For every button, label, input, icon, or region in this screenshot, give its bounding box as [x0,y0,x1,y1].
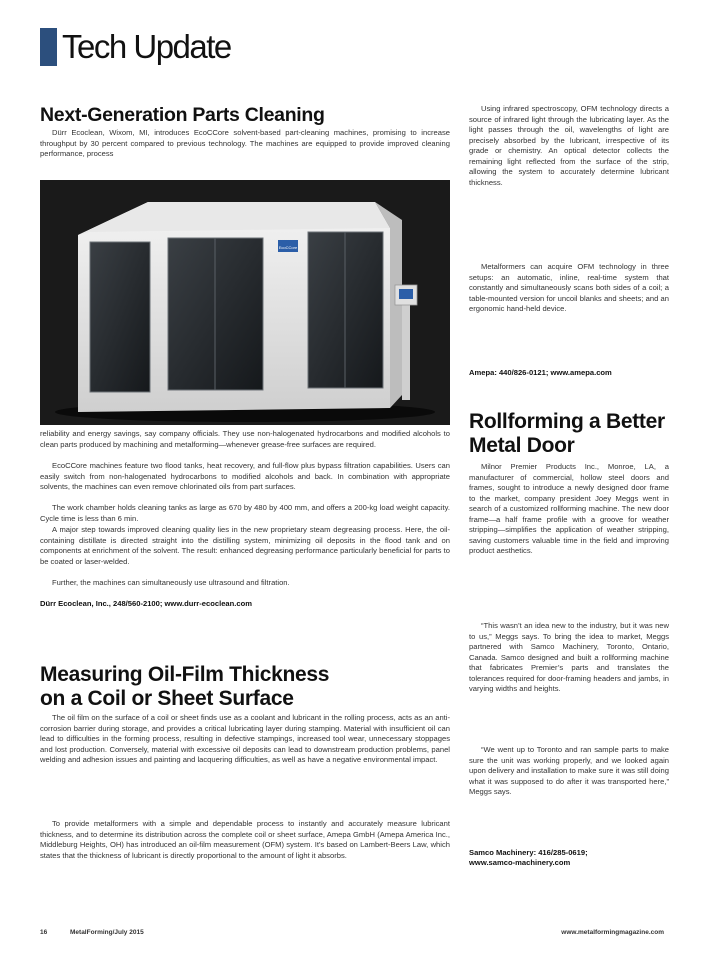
machine-label: EcoCCore [278,245,298,250]
article-paragraph: reliability and energy savings, say company officials. They use non-halogenated hydrocarbons and modified alcohols to clean parts produced by machining and metalforming—whenever grease-free surfaces are required. [40,429,450,449]
contact-line: Dürr Ecoclean, Inc., 248/560-2100; www.durr-ecoclean.com [40,599,253,608]
contact-url: www.samco-machinery.com [469,858,571,867]
article-paragraph: “This wasn’t an idea new to the industry, but it was new to us,” Meggs says. To bring the idea to market, Meggs partnered with Samco Machinery, Toronto, Ontario, Canada. Samco designed and built a rollforming machine that fabricates Premier’s parts and translates the tolerances required for door-framing headers and jambs, in varying widths and heights. [469,621,669,693]
product-photo [40,180,450,425]
article-paragraph: Milnor Premier Products Inc., Monroe, LA, a manufacturer of commercial, hollow steel doors and frames, sought to introduce a newly designed door frame to the market, company president Joey Meggs went in search of a customized rollforming machine. The new door frame—a half frame profile with a groove for weather stripping—simplifies the application of weather stripping, saving customers valuable time in the field and improving product aesthetics. [469,462,669,555]
contact-line: Samco Machinery: 416/285-0619; [469,848,588,857]
article-paragraph: To provide metalformers with a simple and dependable process to instantly and accurately measure lubricant thickness, and to determine its distribution across the complete coil or sheet surface, Amepa GmbH (Amepa America Inc., Middleburg Heights, OH) has introduced an oil-film measurement (OFM) system. It's based on Lambert-Beers Law, which states that the thickness of lubricant is directly proportional to the amount of light it absorbs. [40,819,450,860]
article-title-oil-film: Measuring Oil-Film Thickness on a Coil or Sheet Surface [40,663,330,710]
article-paragraph: Using infrared spectroscopy, OFM technology directs a source of infrared light through the lubricating layer. As the light passes through the oil, wavelengths of light are precisely absorbed by the lubricant, irrespective of its grade or chemistry. An optical detector collects the remaining light reflected from the surface of the strip, allowing the system to accurately determine lubricant thickness. [469,104,669,187]
article-paragraph: The work chamber holds cleaning tanks as large as 670 by 480 by 400 mm, and offers a 200-kg load weight capacity. Cycle time is less than 6 min. [40,503,450,523]
contact-line: Amepa: 440/826-0121; www.amepa.com [469,368,612,377]
footer-page-number: 16 [40,929,48,936]
footer-publication: MetalForming/July 2015 [70,929,144,936]
article-title-rollforming: Rollforming a Better Metal Door [469,410,665,457]
article-paragraph: The oil film on the surface of a coil or sheet finds use as a coolant and lubricant in the rolling process, acts as an anti-corrosion barrier during storage, and provides a critical lubricating layer during stamping. Material with insufficient oil can lead to difficulties in the forming process, resulting in defective stampings, increased tool wear, unnecessary stoppages and lost production. Conversely, material with excessive oil deposits can lead to downstream production problems, panel welding and adhesion issues and painting and lacquering difficulties, as well as have a negative environmental impact. [40,713,450,764]
section-title: Tech Update [62,28,231,65]
article-paragraph: Metalformers can acquire OFM technology in three setups: an automatic, inline, real-time system that constantly and simultaneously scans both sides of a coil; a table-mounted version for uncoil blanks and sheets; and an ergonomic hand-held device. [469,262,669,313]
article-paragraph: A major step towards improved cleaning quality lies in the new proprietary steam degreasing process. Here, the oil-containing distillate is directed straight into the distilling system, minimizing oil deposits in the flood tank and on components at enrichment of the solvent. The result: enhanced degreasing performance particularly beneficial for parts to be coated or laser-welded. [40,525,450,566]
cleaning-machine-image [40,180,450,425]
section-header [40,28,231,66]
article-title-parts-cleaning: Next-Generation Parts Cleaning [40,104,325,126]
header-accent-bar [40,28,57,66]
article-intro: Dürr Ecoclean, Wixom, MI, introduces EcoCCore solvent-based part-cleaning machines, promising to increase throughput by 30 percent compared to previous technology. The machines are equipped to provide improved cleaning performance, process [40,128,450,158]
article-paragraph: Further, the machines can simultaneously use ultrasound and filtration. [52,578,290,587]
article-paragraph: “We went up to Toronto and ran sample parts to make sure the unit was working properly, and we looked again upon delivery and installation to make sure it was still doing what it was supposed to do after it was transported here,” Meggs says. [469,745,669,796]
article-paragraph: EcoCCore machines feature two flood tanks, heat recovery, and full-flow plus bypass filtration capabilities. Users can easily switch from non-halogenated hydrocarbons to modified alcohols and back. In combination with appropriate solvents, the machines can even remove chlorinated oils from part surfaces. [40,461,450,491]
footer-url: www.metalformingmagazine.com [561,929,664,936]
